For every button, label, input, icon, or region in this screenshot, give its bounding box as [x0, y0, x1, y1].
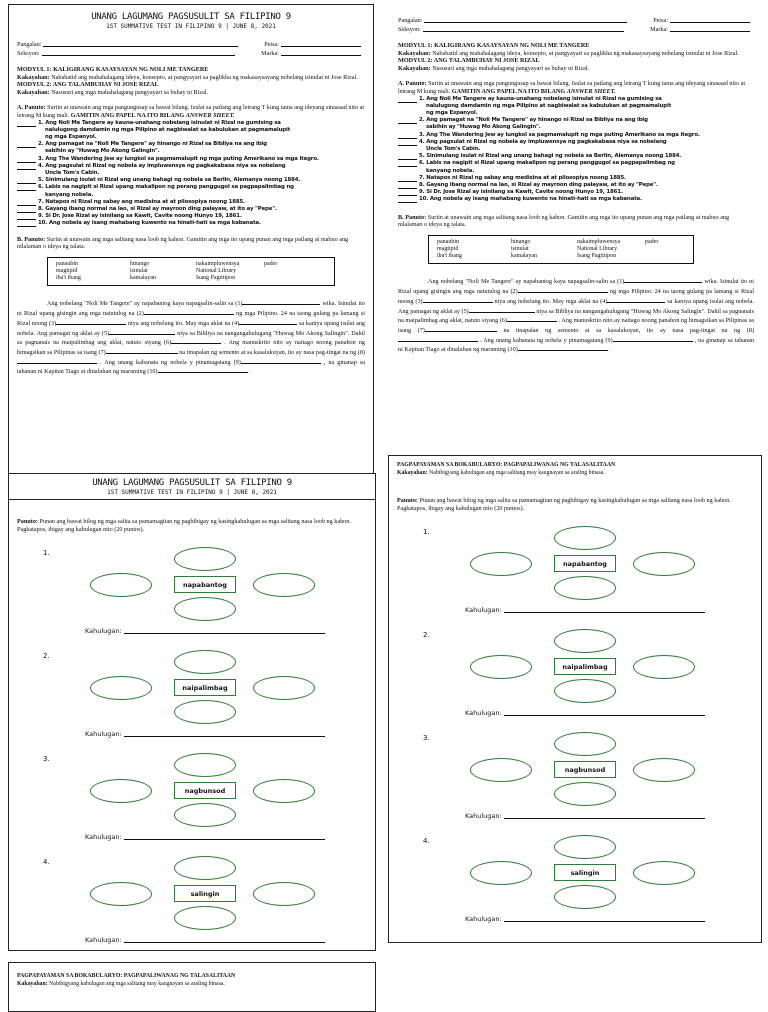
name-line[interactable]	[43, 40, 238, 47]
meaning-label: Kahulugan:	[85, 936, 122, 945]
test-page-top-left	[8, 4, 374, 476]
word-box	[428, 235, 694, 265]
fill-blank[interactable]	[17, 357, 97, 364]
answer-blank[interactable]	[398, 117, 417, 124]
meaning-line[interactable]	[124, 936, 325, 943]
item-number: 4.	[423, 837, 430, 846]
vocab-word-box: napabantog	[554, 555, 616, 572]
vocab-word-box: nagbunsod	[174, 782, 236, 799]
fill-blank[interactable]	[423, 296, 493, 303]
meaning-row	[465, 606, 705, 614]
meaning-line[interactable]	[504, 915, 705, 922]
item-text: 9. Si Dr. Jose Rizal ay isinilang sa Kawit, Cavite noong Hunyo 19, 1861.	[38, 213, 242, 220]
test-subtitle: 1ST SUMMATIVE TEST IN FILIPINO 9 | JUNE 8, 2021	[107, 489, 277, 496]
synonym-oval[interactable]	[633, 861, 695, 885]
item-number: 3.	[43, 755, 50, 764]
item-number: 2.	[423, 631, 430, 640]
paragraph-text: . Ang unang kabanata ng nobela y pinamagatang (9)	[100, 358, 241, 366]
word-choice	[645, 253, 685, 260]
date-label: Petsa:	[653, 17, 668, 24]
partA-bold: GAMITIN ANG PAPEL NA ITO BILANG	[451, 87, 566, 95]
answer-blank[interactable]	[17, 213, 36, 220]
word-choice: panaubin	[56, 260, 78, 267]
fill-blank[interactable]	[241, 357, 321, 364]
module2-skill-label: Kakayahan:	[17, 88, 50, 96]
item-text: 5. Sinimulang isulat ni Rizal ang unang bahagi ng nobela sa Berlin, Alemanya noong 1884.	[38, 177, 301, 184]
module1-skill-label: Kakayahan:	[17, 73, 50, 81]
paragraph-text: sa kaniya upang isulat ang nobela. Ang pamagat ng aklat ay (5)	[17, 319, 366, 337]
paragraph-text: niya sa Bibliya na nangangahulugang "Huwag Mo Akong Salingin". Dahil sa pagnanais na maipalimbag ang aklat, natuto siyang (6)	[17, 329, 365, 347]
fill-blank[interactable]	[607, 296, 665, 303]
word-choice: panaubin	[437, 238, 459, 245]
tf-item	[17, 120, 365, 127]
answer-blank[interactable]	[17, 220, 36, 227]
paragraph-text: .	[609, 346, 611, 354]
vocab-skill-label: Kakayahan:	[17, 980, 48, 987]
item-text: 1. Ang Noli Me Tangere ay kauna-unahang nobelang isinulat ni Rizal na gumising sa	[38, 119, 281, 126]
fill-blank[interactable]	[171, 337, 221, 344]
instructions: Punan ang bawat bilog ng mga salita sa pamamagitan ng pagbibigay ng kasingkahulugan sa mga salitang nasa loob ng kahon. Pagkatapos, ibigay ang kahulugan nito (20 puntos).	[397, 497, 731, 512]
fill-blank[interactable]	[106, 347, 178, 354]
word-choice: magtipid	[56, 268, 78, 274]
answer-blank[interactable]	[398, 182, 417, 189]
synonym-oval[interactable]	[90, 573, 152, 597]
partB-text: Suriin at unawain ang mga salitang nasa loob ng kahon. Gamitin ang mga ito upang punan ang mga patlang at mabuo ang nilalaman o ideya ng talata.	[17, 235, 349, 251]
score-line[interactable]	[670, 25, 750, 32]
vocab-word-box: salingin	[554, 864, 616, 881]
paragraph-text: .	[249, 368, 251, 376]
vocab-skill-label: Kakayahan:	[397, 469, 428, 476]
word-choice: iba't ibang	[56, 275, 81, 282]
word-choice: pader	[645, 238, 659, 245]
module2-desc: Nasusuri ang mga mahahalagang pangyayari sa buhay ni Rizal.	[432, 64, 590, 72]
section-line[interactable]	[423, 25, 624, 32]
meaning-label: Kahulugan:	[85, 730, 122, 739]
item-text: 4. Ang pagsulat ni Rizal ng nobela ay impluwensya ng pagkakabasa niya sa nobelang	[38, 162, 286, 169]
fill-blank[interactable]	[469, 306, 535, 313]
module2-title: MODYUL 2: ANG TALAMBUHAY NI JOSE RIZAL	[17, 81, 159, 89]
vocab-title: PAGPAPAYAMAN SA BOKABULARYO: PAGPAPALIWANAG NG TALASALITAAN	[397, 462, 616, 468]
date-line[interactable]	[670, 16, 750, 23]
word-choice	[264, 268, 304, 275]
word-choice: kamalayan	[130, 275, 156, 282]
paragraph-text: . Ang manuskrito nito ay naitago noong panahon ng himagsikan sa Pilipinas sa isang (7)	[17, 339, 366, 356]
meaning-label: Kahulugan:	[465, 812, 502, 821]
vocab-page-bottom-left	[8, 473, 376, 951]
synonym-oval[interactable]	[174, 597, 236, 621]
item-text: 9. Si Dr. Jose Rizal ay isinilang sa Kawit, Cavite noong Hunyo 19, 1861.	[419, 189, 623, 196]
word-choice: isinulat	[511, 246, 529, 252]
synonym-oval[interactable]	[90, 882, 152, 906]
item-text: 3. Ang The Wandering Jew ay lungkol sa pagmamalupit ng mga puting Amerikano sa mga itegro.	[38, 155, 319, 162]
tf-item	[398, 96, 754, 103]
section-line[interactable]	[42, 49, 235, 56]
meaning-line[interactable]	[504, 709, 705, 716]
answer-blank[interactable]	[398, 153, 417, 160]
section-label: Seksyon:	[398, 26, 421, 33]
paragraph-text: Ang nobelang "Noli Me Tangere" ay napabantog kaya napagsalin-salin sa (1)	[428, 278, 625, 286]
item-text-cont: Uncle Tom's Cabin.	[45, 169, 100, 176]
tf-item	[398, 196, 754, 203]
module1-title: MODYUL 1: KALIGIRANG KASAYSAYAN NG NOLI ME TANGERE	[17, 66, 209, 73]
meaning-label: Kahulugan:	[85, 627, 122, 636]
tf-item	[17, 184, 365, 191]
tf-item	[17, 213, 365, 220]
vocab-word-box: naipalimbag	[174, 679, 236, 696]
partA-text: Suriin at unawain ang mga pangungusap sa bawat bilang. Isulat sa patlang ang letrang T kung tama ang ideyang sinasaad nito at letrang M kung mali.	[17, 104, 365, 119]
fill-blank[interactable]	[425, 325, 497, 332]
fill-blank[interactable]	[242, 298, 320, 305]
test-title: UNANG LAGUMANG PAGSUSULIT SA FILIPINO 9	[92, 478, 292, 488]
synonym-oval[interactable]	[470, 758, 532, 782]
word-choice: Isang Pagtitipon	[196, 275, 236, 282]
meaning-label: Kahulugan:	[465, 606, 502, 615]
item-number: 3.	[423, 734, 430, 743]
item-text-cont: kanyang nobela.	[426, 167, 475, 174]
meaning-row	[85, 833, 325, 841]
paragraph-text: wika. Isinulat ito ni Rizal upang gisingin ang mga natutulog na (2)	[17, 300, 366, 318]
tf-item	[398, 189, 754, 196]
module1-desc: Nababatid ang mahahalagang ideya, konsepto, at pangyayari sa paglikha ng makasaysayang nobelang isinulat ni Jose Rizal.	[432, 49, 739, 57]
synonym-oval[interactable]	[554, 526, 616, 550]
synonym-oval[interactable]	[90, 779, 152, 803]
item-text: 2. Ang pamagat na "Noli Me Tangere" ay hinango ni Rizal sa Bibliya na ang ibig	[38, 141, 267, 148]
paragraph-text: niya ang nobelang ito. May mga aklat na (4)	[127, 319, 240, 327]
synonym-oval[interactable]	[174, 753, 236, 777]
word-choice: magtipid	[437, 246, 459, 252]
cloze-paragraph	[398, 276, 754, 354]
word-box	[47, 257, 335, 287]
tf-item	[398, 139, 754, 146]
paragraph-text: . Ang unang kabanata ng nobela y pinamagatang (9)	[480, 336, 613, 344]
meaning-line[interactable]	[124, 627, 325, 634]
item-text: 10. Ang nobela ay isang mahabang kuwento na hinati-hati sa mga kabanata.	[419, 196, 642, 203]
tf-item	[398, 132, 754, 139]
tf-items	[398, 96, 754, 204]
fill-blank[interactable]	[507, 315, 557, 322]
synonym-oval[interactable]	[174, 700, 236, 724]
answer-blank[interactable]	[17, 120, 36, 127]
instructions-label: Panuto:	[397, 497, 418, 505]
tf-item	[398, 153, 754, 160]
item-text-cont: ng mga Espanyol.	[426, 109, 478, 116]
meaning-label: Kahulugan:	[85, 833, 122, 842]
item-number: 1.	[43, 549, 50, 558]
answer-blank[interactable]	[17, 156, 36, 163]
partA-label: A. Panuto:	[398, 80, 427, 88]
fill-blank[interactable]	[518, 344, 608, 351]
synonym-oval[interactable]	[554, 679, 616, 703]
meaning-line[interactable]	[504, 812, 705, 819]
paragraph-text: niya sa Bibliya na nangangahulugang "Huwag Mo Akong Salingin". Dahil sa pagnanais na maipalimbag ang aklat, natuto siyang (6)	[398, 307, 755, 325]
item-number: 4.	[43, 858, 50, 867]
synonym-oval[interactable]	[554, 732, 616, 756]
partB-text: Suriin at unawain ang mga salitang nasa loob ng kahon. Gamitin ang mga ito upang punan ang mga patlang at mabuo ang nilalaman o ideya ng talata.	[398, 213, 730, 229]
score-line[interactable]	[281, 49, 361, 56]
meaning-row	[465, 709, 705, 717]
fill-blank[interactable]	[398, 335, 478, 342]
module2-title: MODYUL 2: ANG TALAMBUHAY NI JOSE RIZAL	[398, 57, 540, 65]
meaning-label: Kahulugan:	[465, 709, 502, 718]
vocab-page-bottom-right	[388, 455, 762, 943]
tf-item	[17, 220, 365, 227]
item-number: 2.	[43, 652, 50, 661]
item-text-cont: Uncle Tom's Cabin.	[426, 145, 481, 152]
module2-skill-label: Kakayahan:	[398, 64, 431, 72]
vocab-word-box: napabantog	[174, 576, 236, 593]
item-text: 6. Labis na nagipit si Rizal upang makalipon ng perang panggugol sa pagpapalimbag ng	[419, 160, 675, 167]
module1-desc: Nababatid ang mahahalagang ideya, konsepto, at pangyayari sa paglikha ng makasaysayang nobelang isinulat ni Jose Rizal.	[51, 73, 358, 81]
synonym-oval[interactable]	[554, 576, 616, 600]
score-label: Marka:	[261, 50, 279, 57]
vocab-page-bottom-strip	[8, 962, 376, 1012]
word-choice	[264, 275, 304, 282]
module2-desc: Nasusuri ang mga mahahalagang pangyayari sa buhay ni Rizal.	[51, 88, 209, 96]
tf-items	[17, 120, 365, 228]
vocab-word-box: nagbunsod	[554, 761, 616, 778]
word-diagram	[397, 732, 737, 832]
tf-item	[17, 163, 365, 170]
answer-blank[interactable]	[398, 96, 417, 103]
word-diagram	[397, 526, 737, 626]
meaning-row	[85, 936, 325, 944]
tf-item	[17, 199, 365, 206]
item-text-cont: nalulugong damdamin ng mga Pilipino at nagbiwalat sa kabulukan at pagmamalupit	[426, 102, 672, 109]
synonym-oval[interactable]	[174, 803, 236, 827]
paragraph-text: ng mga Pilipino. 24 na taong gulang pa lamang si Rizal noong (3)	[17, 310, 366, 327]
module1-skill-label: Kakayahan:	[398, 49, 431, 57]
item-text: 2. Ang pamagat na "Noli Me Tangere" ay hinango ni Rizal sa Bibliya na ang ibig	[419, 117, 648, 124]
answer-blank[interactable]	[398, 175, 417, 182]
partA-sheet: ANSWER SHEET.	[566, 87, 616, 95]
word-choice	[645, 246, 685, 253]
meaning-line[interactable]	[124, 730, 325, 737]
item-text-cont: kanyang nobela.	[45, 191, 94, 198]
word-choice: nakaimpluwensya	[577, 238, 621, 245]
answer-blank[interactable]	[17, 177, 36, 184]
partA-label: A. Panuto:	[17, 104, 46, 112]
meaning-row	[465, 812, 705, 820]
tf-item	[398, 117, 754, 124]
word-diagram	[17, 753, 357, 853]
partB-label: B. Panuto:	[398, 213, 427, 221]
word-choice: pader	[264, 260, 278, 267]
word-choice: National Library	[196, 268, 237, 274]
item-text: 7. Natapos ni Rizal ng sabay ang medisina at at pilosopiya noong 1885.	[419, 174, 626, 181]
tf-item	[17, 156, 365, 163]
paragraph-text: wika. Isinulat ito ni Rizal upang gisingin ang mga natutulog na (2)	[398, 278, 754, 296]
test-subtitle: 1ST SUMMATIVE TEST IN FILIPINO 9 | JUNE 8, 2021	[106, 23, 276, 30]
synonym-oval[interactable]	[253, 573, 315, 597]
answer-blank[interactable]	[17, 141, 36, 148]
synonym-oval[interactable]	[633, 655, 695, 679]
date-line[interactable]	[281, 40, 361, 47]
word-choice: hinango	[130, 260, 150, 267]
answer-blank[interactable]	[398, 132, 417, 139]
answer-blank[interactable]	[17, 206, 36, 213]
item-text-cont: ng mga Espanyol.	[45, 133, 97, 140]
partA-text: Suriin at unawain ang mga pangungusap sa bawat bilang. Isulat sa patlang ang letrang T kung tama ang ideyang sinasaad nito at letrang M kung mali.	[398, 80, 746, 95]
synonym-oval[interactable]	[174, 856, 236, 880]
synonym-oval[interactable]	[633, 552, 695, 576]
paragraph-text: ng mga Pilipino. 24 na taong gulang pa lamang si Rizal noong (3)	[398, 288, 755, 305]
partA-bold: GAMITIN ANG PAPEL NA ITO BILANG	[70, 111, 185, 119]
cloze-paragraph	[17, 298, 365, 376]
answer-blank[interactable]	[17, 163, 36, 170]
fill-blank[interactable]	[239, 318, 297, 325]
synonym-oval[interactable]	[470, 655, 532, 679]
meaning-label: Kahulugan:	[465, 915, 502, 924]
word-choice: National Library	[577, 246, 618, 252]
meaning-row	[85, 627, 325, 635]
item-text: 8. Gayang ibang normal na lao, si Rizal ay mayroon ding palayaw, at ito ay "Pepe".	[419, 182, 658, 188]
word-diagram	[397, 629, 737, 729]
score-label: Marka:	[650, 26, 668, 33]
test-title: UNANG LAGUMANG PAGSUSULIT SA FILIPINO 9	[91, 12, 291, 22]
word-choice: iba't ibang	[437, 253, 462, 260]
item-text-cont: sabihin ay "Huwag Mo Akong Galingin".	[45, 148, 160, 155]
word-choice: kamalayan	[511, 253, 537, 260]
name-line[interactable]	[424, 16, 627, 23]
name-label: Pangalan:	[398, 17, 423, 24]
item-text: 7. Natapos ni Rizal ng sabay ang medisina at at pilosopiya noong 1885.	[38, 198, 245, 205]
synonym-oval[interactable]	[554, 629, 616, 653]
tf-item	[398, 182, 754, 189]
synonym-oval[interactable]	[470, 861, 532, 885]
tf-item	[398, 175, 754, 182]
partA-sheet: ANSWER SHEET.	[185, 111, 235, 119]
paragraph-text: niya ang nobelang ito. May mga aklat na (4)	[494, 297, 608, 305]
partB-label: B. Panuto:	[17, 235, 46, 243]
synonym-oval[interactable]	[253, 882, 315, 906]
synonym-oval[interactable]	[174, 547, 236, 571]
fill-blank[interactable]	[518, 286, 608, 293]
answer-blank[interactable]	[17, 184, 36, 191]
tf-item	[17, 177, 365, 184]
paragraph-text: na tinapalan ng semento at sa kasalukuyan, ito ay nasa pag-iingat na ng (8)	[503, 326, 754, 334]
tf-item	[398, 160, 754, 167]
item-text: 8. Gayang ibang normal na lao, si Rizal ay mayroon ding palayaw, at ito ay "Pepe".	[38, 206, 277, 212]
item-text: 5. Sinimulang isulat ni Rizal ang unang bahagi ng nobela sa Berlin, Alemanya noong 1884.	[419, 153, 682, 160]
tf-item	[17, 206, 365, 213]
synonym-oval[interactable]	[253, 676, 315, 700]
synonym-oval[interactable]	[174, 650, 236, 674]
fill-blank[interactable]	[158, 366, 248, 373]
item-text-cont: nalulugong damdamin ng mga Pilipino at nagbiwalat sa kabulukan at pagmamalupit	[45, 126, 291, 133]
fill-blank[interactable]	[144, 308, 234, 315]
instructions-label: Panuto:	[17, 518, 38, 525]
word-choice: nakaimpluwensya	[196, 260, 240, 267]
meaning-row	[85, 730, 325, 738]
answer-blank[interactable]	[398, 139, 417, 146]
word-diagram	[17, 547, 357, 647]
item-text: 10. Ang nobela ay isang mahabang kuwento na hinati-hati sa mga kabanata.	[38, 220, 261, 227]
name-label: Pangalan:	[17, 41, 42, 48]
meaning-row	[465, 915, 705, 923]
item-text: 3. Ang The Wandering Jew ay lungkol sa pagmamalupit ng mga puting Amerikano sa mga itegro.	[419, 131, 700, 138]
item-text: 4. Ang pagsulat ni Rizal ng nobela ay impluwensya ng pagkakabasa niya sa nobelang	[419, 138, 667, 145]
word-choice: Isang Pagtitipon	[577, 253, 617, 260]
vocab-word-box: naipalimbag	[554, 658, 616, 675]
date-label: Petsa:	[264, 41, 279, 48]
word-choice: hinango	[511, 238, 531, 245]
module1-title: MODYUL 1: KALIGIRANG KASAYSAYAN NG NOLI ME TANGERE	[398, 42, 590, 49]
paragraph-text: , na ginanap sa tahanan ni Kapitan Tiago at dinaluhan ng maraming (10)	[398, 336, 754, 354]
item-number: 1.	[423, 528, 430, 537]
answer-blank[interactable]	[17, 199, 36, 206]
item-text: 6. Labis na nagipit si Rizal upang makalipon ng perang panggugol sa pagpapalimbag ng	[38, 184, 294, 191]
synonym-oval[interactable]	[554, 782, 616, 806]
meaning-line[interactable]	[124, 833, 325, 840]
item-text-cont: sabihin ay "Huwag Mo Akong Galingin".	[426, 124, 541, 131]
fill-blank[interactable]	[624, 276, 702, 283]
fill-blank[interactable]	[613, 335, 693, 342]
fill-blank[interactable]	[56, 318, 126, 325]
word-diagram	[17, 650, 357, 750]
meaning-line[interactable]	[504, 606, 705, 613]
word-diagram	[17, 856, 357, 951]
synonym-oval[interactable]	[174, 906, 236, 930]
paragraph-text: , na ginanap sa tahanan ni Kapitan Tiago at dinaluhan ng maraming (10)	[17, 358, 365, 376]
paragraph-text: sa kaniya upang isulat ang nobela. Ang pamagat ng aklat ay (5)	[398, 297, 755, 315]
synonym-oval[interactable]	[554, 885, 616, 909]
tf-item	[17, 141, 365, 148]
instructions: Punan ang bawat bilog ng mga salita sa pamamagitan ng pagbibigay ng kasingkahulugan sa mga salitang nasa loob ng kahon. Pagkatapos, ibigay ang kahulugan nito (20 puntos).	[17, 518, 351, 533]
answer-blank[interactable]	[398, 196, 417, 203]
answer-blank[interactable]	[398, 160, 417, 167]
synonym-oval[interactable]	[470, 552, 532, 576]
fill-blank[interactable]	[109, 328, 175, 335]
synonym-oval[interactable]	[90, 676, 152, 700]
paragraph-text: na tinapalan ng semento at sa kasalukuyan, ito ay nasa pag-iingat na ng (8)	[179, 348, 366, 356]
vocab-word-box: salingin	[174, 885, 236, 902]
paragraph-text: . Ang manuskrito nito ay naitago noong panahon ng himagsikan sa Pilipinas sa isang (7)	[398, 317, 755, 334]
word-diagram	[397, 835, 737, 935]
paragraph-text: Ang nobelang "Noli Me Tangere" ay napabantog kaya napagsalin-salin sa (1)	[47, 300, 243, 308]
section-label: Seksyon:	[17, 50, 40, 57]
synonym-oval[interactable]	[554, 835, 616, 859]
synonym-oval[interactable]	[633, 758, 695, 782]
test-page-top-right	[390, 12, 762, 398]
answer-blank[interactable]	[398, 189, 417, 196]
vocab-skill: Nabibigyang kahulugan ang mga salitang may kaugnayan sa araling binasa.	[49, 980, 225, 987]
vocab-skill: Nabibigyang kahulugan ang mga salitang may kaugnayan sa araling binasa.	[429, 469, 605, 476]
vocab-title: PAGPAPAYAMAN SA BOKABULARYO: PAGPAPALIWANAG NG TALASALITAAN	[17, 973, 236, 979]
synonym-oval[interactable]	[253, 779, 315, 803]
item-text: 1. Ang Noli Me Tangere ay kauna-unahang nobelang isinulat ni Rizal na gumising sa	[419, 95, 662, 102]
word-choice: isinulat	[130, 268, 148, 274]
